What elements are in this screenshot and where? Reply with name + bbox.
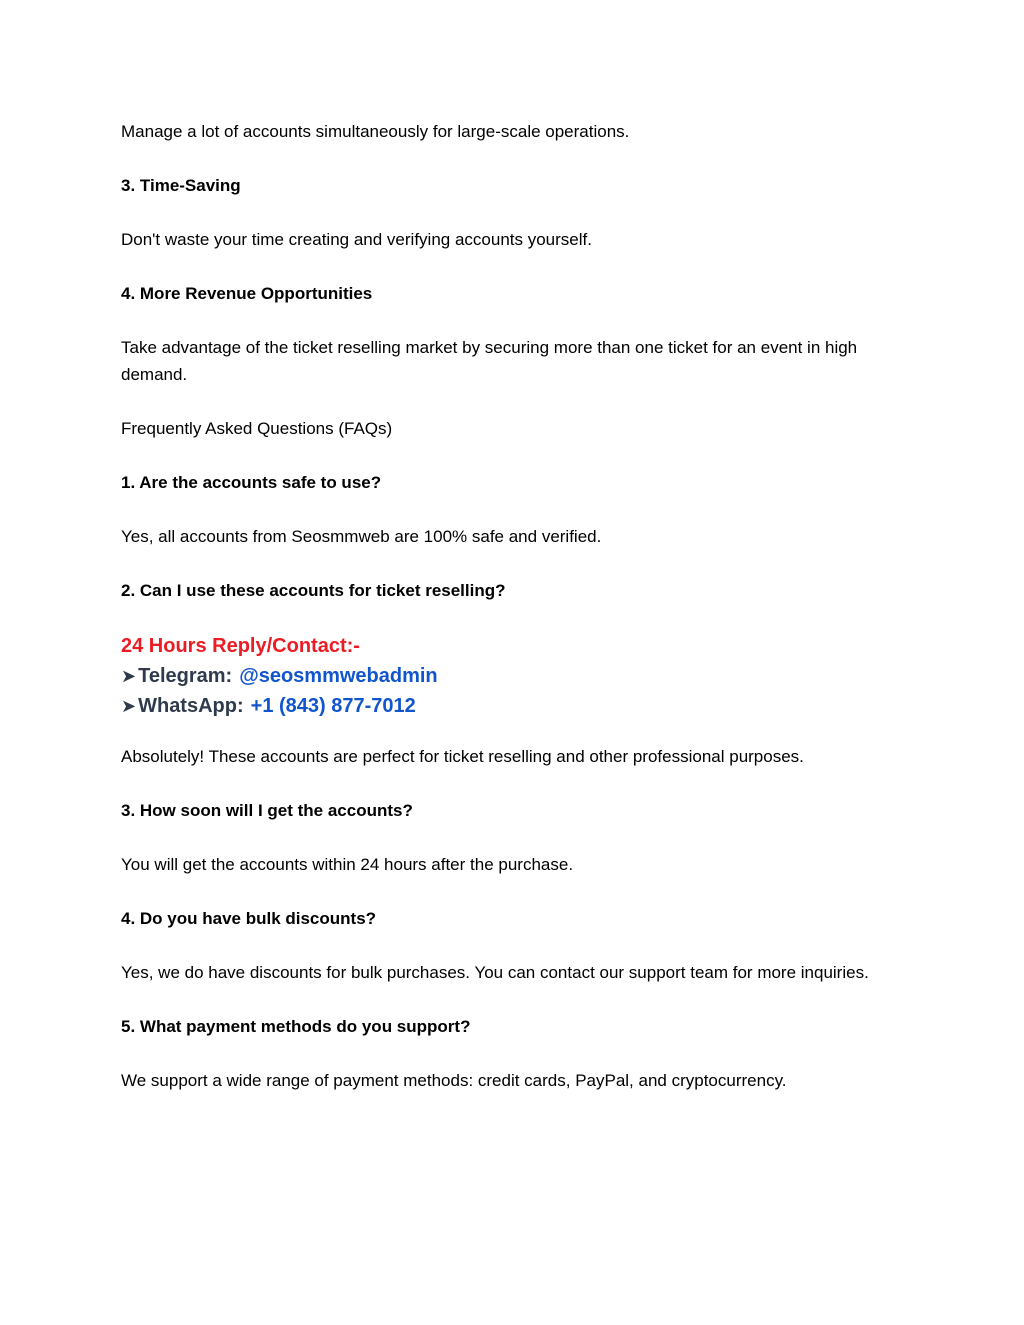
whatsapp-label: WhatsApp:	[138, 695, 244, 717]
heading-more-revenue: 4. More Revenue Opportunities	[121, 284, 373, 303]
faq-question-2: 2. Can I use these accounts for ticket reselling?	[121, 581, 506, 600]
whatsapp-number-link[interactable]: +1 (843) 877-7012	[250, 695, 416, 717]
arrow-right-icon: ➤	[121, 696, 137, 716]
telegram-label: Telegram:	[138, 665, 233, 687]
telegram-handle-link[interactable]: @seosmmwebadmin	[239, 665, 438, 687]
faq-question-1: 1. Are the accounts safe to use?	[121, 473, 382, 492]
arrow-right-icon: ➤	[121, 666, 137, 686]
faq-answer-1: Yes, all accounts from Seosmmweb are 100% safe and verified.	[121, 527, 602, 546]
faq-answer-3: You will get the accounts within 24 hours after the purchase.	[121, 855, 574, 874]
paragraph-time-saving: Don't waste your time creating and verifying accounts yourself.	[121, 230, 592, 249]
faq-question-4: 4. Do you have bulk discounts?	[121, 909, 377, 928]
contact-heading: 24 Hours Reply/Contact:-	[121, 635, 360, 657]
faq-question-3: 3. How soon will I get the accounts?	[121, 801, 413, 820]
paragraph-manage-accounts: Manage a lot of accounts simultaneously for large-scale operations.	[121, 122, 630, 141]
paragraph-more-revenue: Take advantage of the ticket reselling market by securing more than one ticket for an event in high demand.	[121, 338, 858, 384]
contact-block	[121, 631, 903, 721]
contact-line-telegram	[121, 661, 903, 691]
faq-answer-2: Absolutely! These accounts are perfect for ticket reselling and other professional purposes.	[121, 747, 804, 766]
faq-answer-4: Yes, we do have discounts for bulk purchases. You can contact our support team for more inquiries.	[121, 963, 869, 982]
contact-line-whatsapp	[121, 691, 903, 721]
heading-time-saving: 3. Time-Saving	[121, 176, 241, 195]
faq-answer-5: We support a wide range of payment methods: credit cards, PayPal, and cryptocurrency.	[121, 1071, 787, 1090]
faq-section-title: Frequently Asked Questions (FAQs)	[121, 419, 393, 438]
faq-question-5: 5. What payment methods do you support?	[121, 1017, 471, 1036]
